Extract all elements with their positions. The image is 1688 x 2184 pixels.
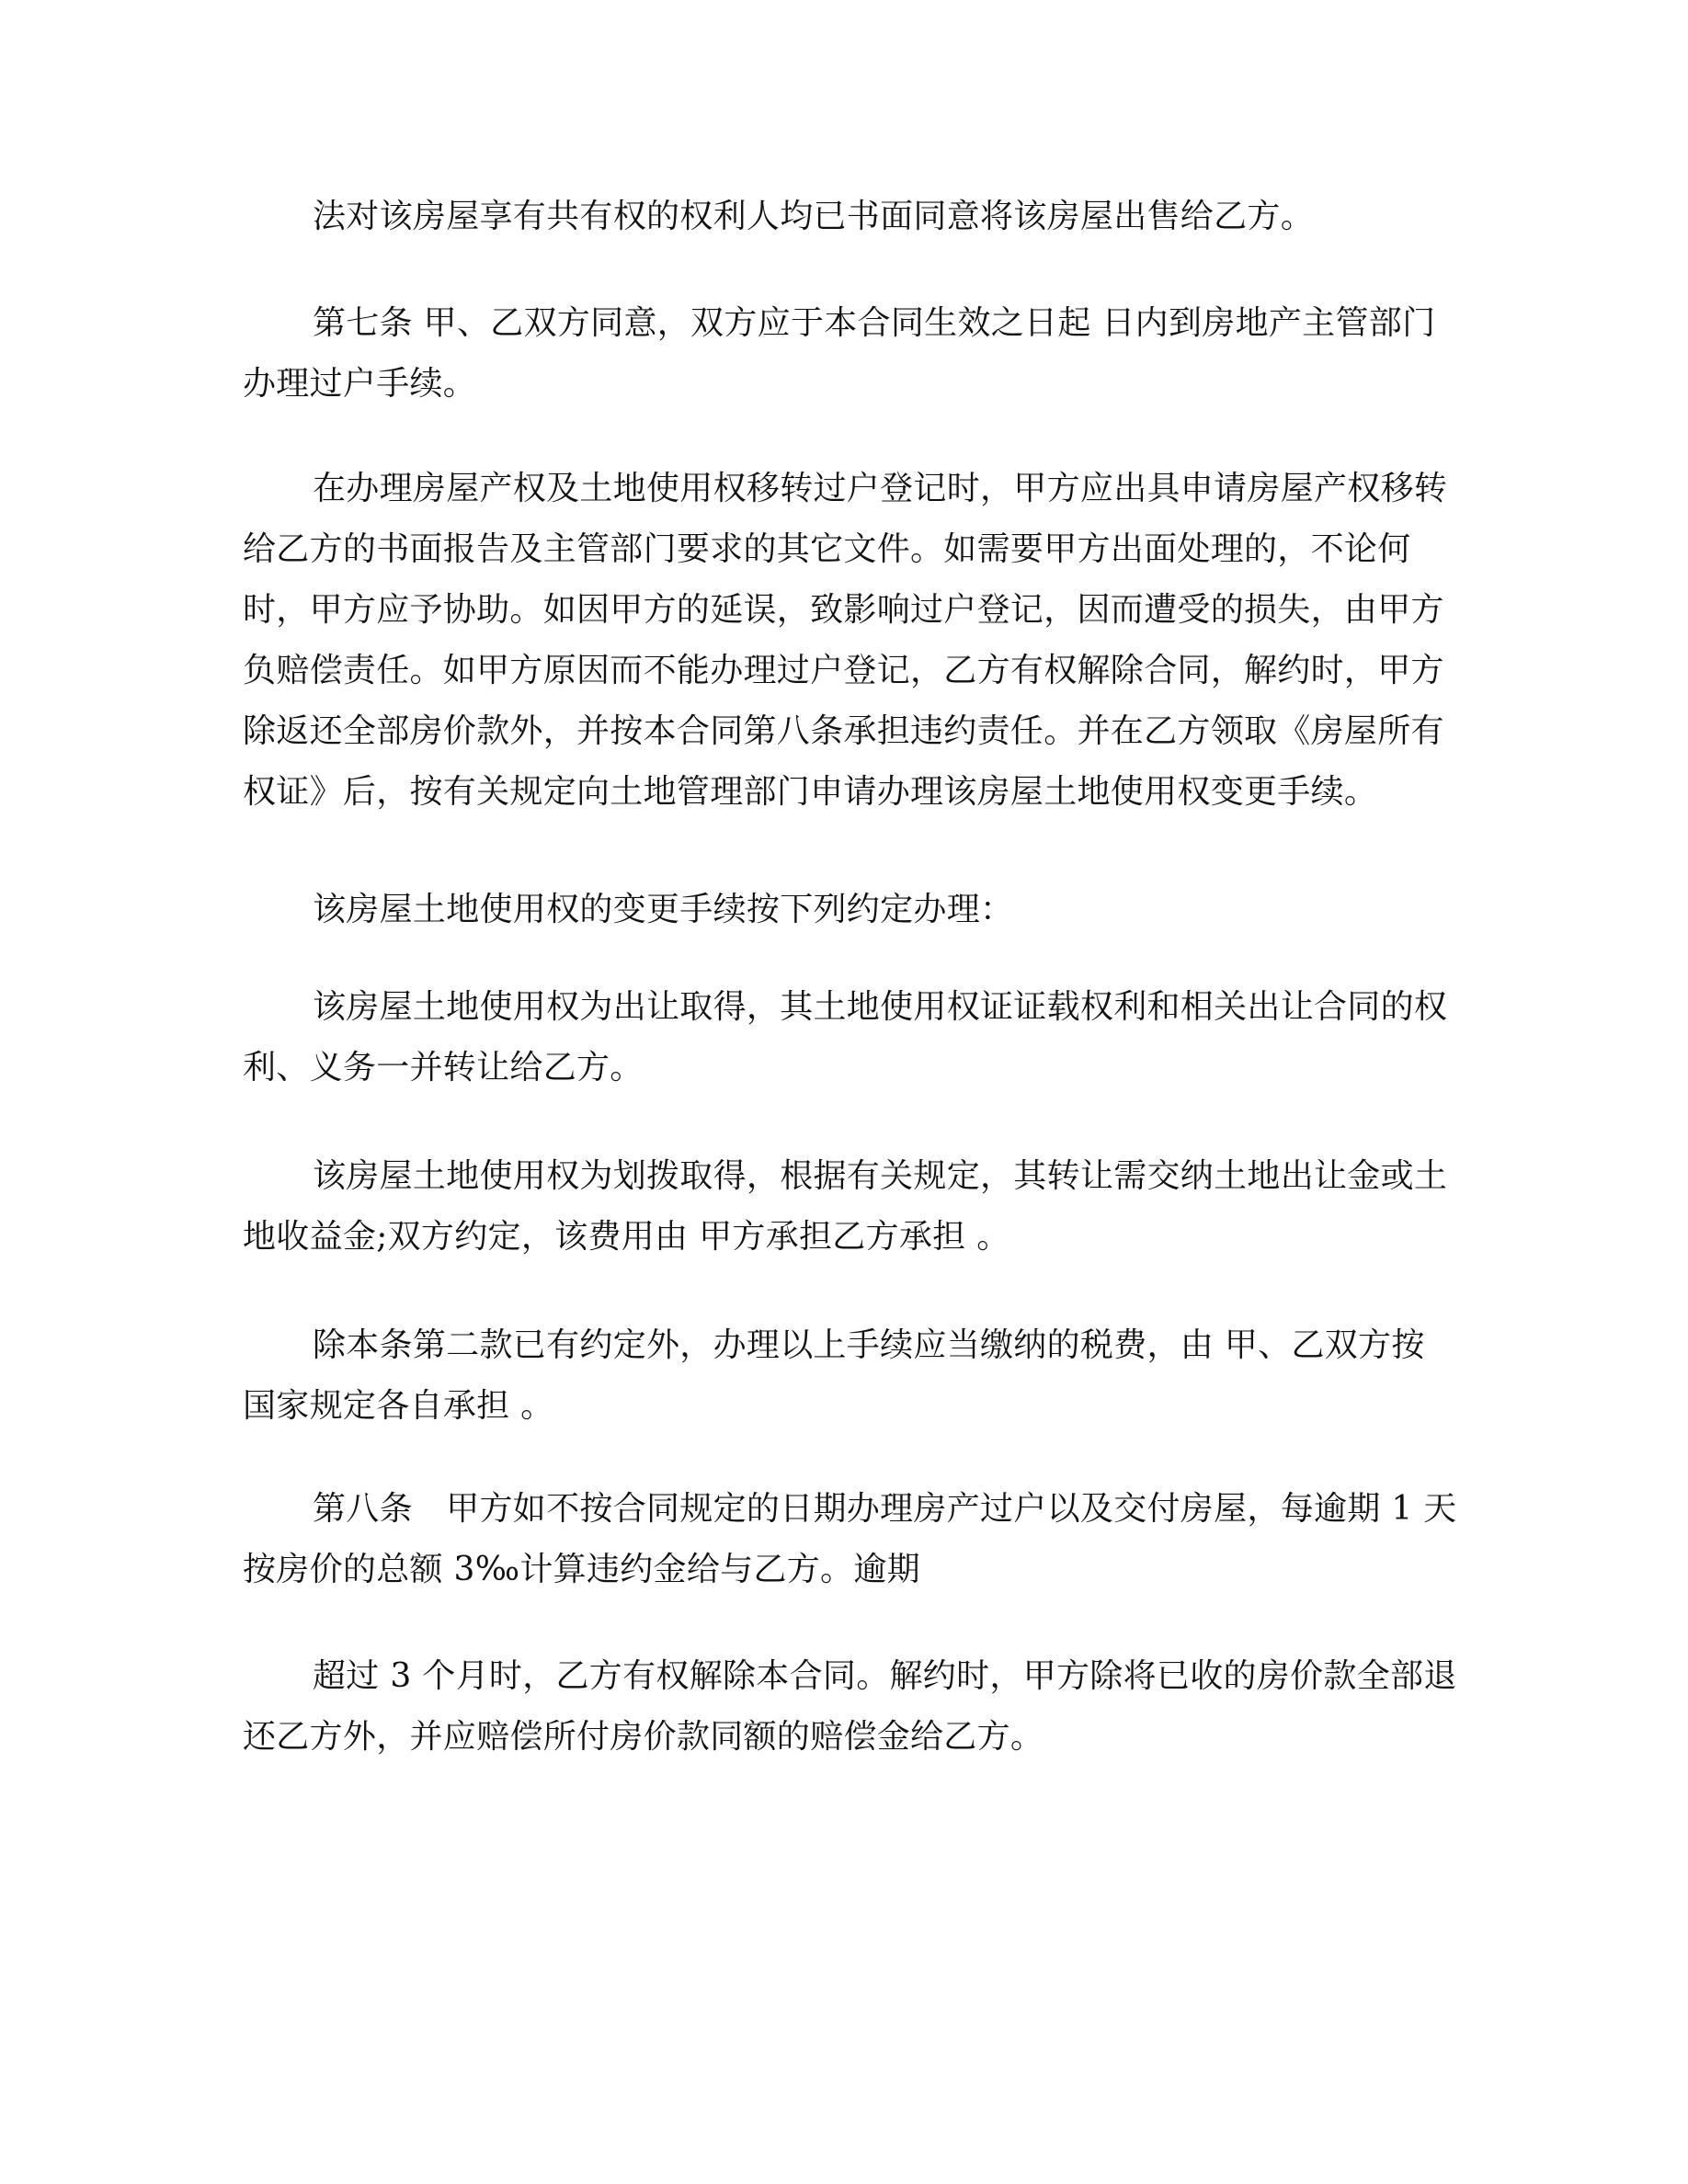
document-page [243, 0, 1457, 2184]
paragraph-line: 还乙方外，并应赔偿所付房价款同额的赔偿金给乙方。 [243, 1718, 1044, 1756]
paragraph-line: 该房屋土地使用权为出让取得，其土地使用权证证载权利和相关出让合同的权 [313, 988, 1448, 1026]
paragraph-line: 在办理房屋产权及土地使用权移转过户登记时，甲方应出具申请房屋产权移转 [313, 470, 1448, 507]
paragraph-line: 该房屋土地使用权为划拨取得，根据有关规定，其转让需交纳土地出让金或土 [313, 1157, 1448, 1195]
paragraph-line: 第七条 甲、乙双方同意，双方应于本合同生效之日起 日内到房地产主管部门 [313, 304, 1436, 342]
paragraph-line: 办理过户手续。 [243, 365, 477, 403]
paragraph-line: 法对该房屋享有共有权的权利人均已书面同意将该房屋出售给乙方。 [313, 198, 1315, 235]
paragraph-line: 负赔偿责任。如甲方原因而不能办理过户登记，乙方有权解除合同，解约时，甲方 [243, 652, 1444, 689]
paragraph-line: 第八条 甲方如不按合同规定的日期办理房产过户以及交付房屋，每逾期 1 天 [313, 1490, 1457, 1528]
paragraph-line: 该房屋土地使用权的变更手续按下列约定办理： [313, 891, 1014, 928]
paragraph-line: 除返还全部房价款外，并按本合同第八条承担违约责任。并在乙方领取《房屋所有 [243, 712, 1444, 750]
paragraph-line: 时，甲方应予协助。如因甲方的延误，致影响过户登记，因而遭受的损失，由甲方 [243, 591, 1444, 629]
paragraph-line: 国家规定各自承担 。 [243, 1387, 554, 1425]
paragraph-line: 权证》后，按有关规定向土地管理部门申请办理该房屋土地使用权变更手续。 [243, 773, 1378, 811]
paragraph-line: 给乙方的书面报告及主管部门要求的其它文件。如需要甲方出面处理的，不论何 [243, 530, 1411, 568]
paragraph-line: 除本条第二款已有约定外，办理以上手续应当缴纳的税费，由 甲、乙双方按 [313, 1326, 1425, 1364]
paragraph-line: 利、义务一并转让给乙方。 [243, 1049, 644, 1086]
paragraph-line: 超过 3 个月时，乙方有权解除本合同。解约时，甲方除将已收的房价款全部退 [313, 1657, 1457, 1695]
paragraph-line: 地收益金;双方约定，该费用由 甲方承担乙方承担 。 [243, 1218, 1010, 1256]
paragraph-line: 按房价的总额 3‰计算违约金给与乙方。逾期 [243, 1551, 920, 1588]
